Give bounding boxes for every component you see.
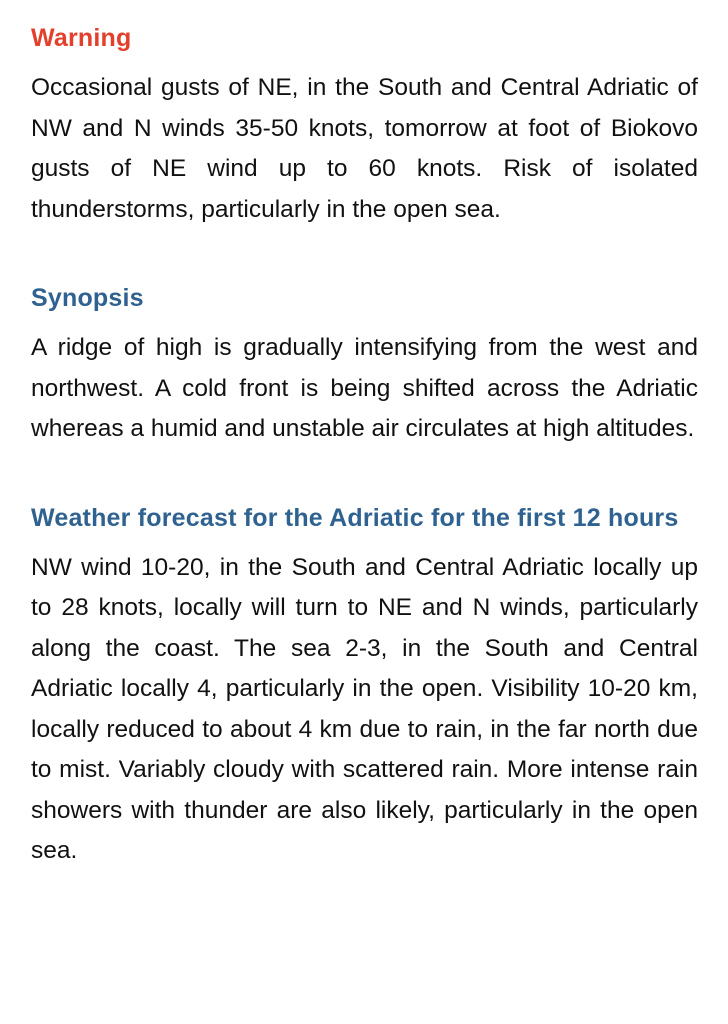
- warning-heading: Warning: [31, 24, 132, 52]
- warning-section: [31, 22, 698, 230]
- warning-text: Occasional gusts of NE, in the South and Central Adriatic of NW and N winds 35-50 knots, tomorrow at foot of Biokovo gusts of NE wind up to 60 knots. Risk of isolated thunderstorms, particularly in the open sea.: [31, 74, 698, 223]
- forecast-heading: Weather forecast for the Adriatic for the first 12 hours: [31, 503, 679, 532]
- synopsis-heading: Synopsis: [31, 284, 144, 312]
- forecast-section: [31, 502, 698, 872]
- forecast-text: NW wind 10-20, in the South and Central Adriatic locally up to 28 knots, locally will turn to NE and N winds, particularly along the coast. The sea 2-3, in the South and Central Adriatic locally 4, particularly in the open. Visibility 10-20 km, locally reduced to about 4 km due to rain, in the far north due to mist. Variably cloudy with scattered rain. More intense rain showers with thunder are also likely, particularly in the open sea.: [31, 553, 698, 864]
- synopsis-text: A ridge of high is gradually intensifying from the west and northwest. A cold front is being shifted across the Adriatic whereas a humid and unstable air circulates at high altitudes.: [31, 334, 698, 442]
- synopsis-section: [31, 282, 698, 450]
